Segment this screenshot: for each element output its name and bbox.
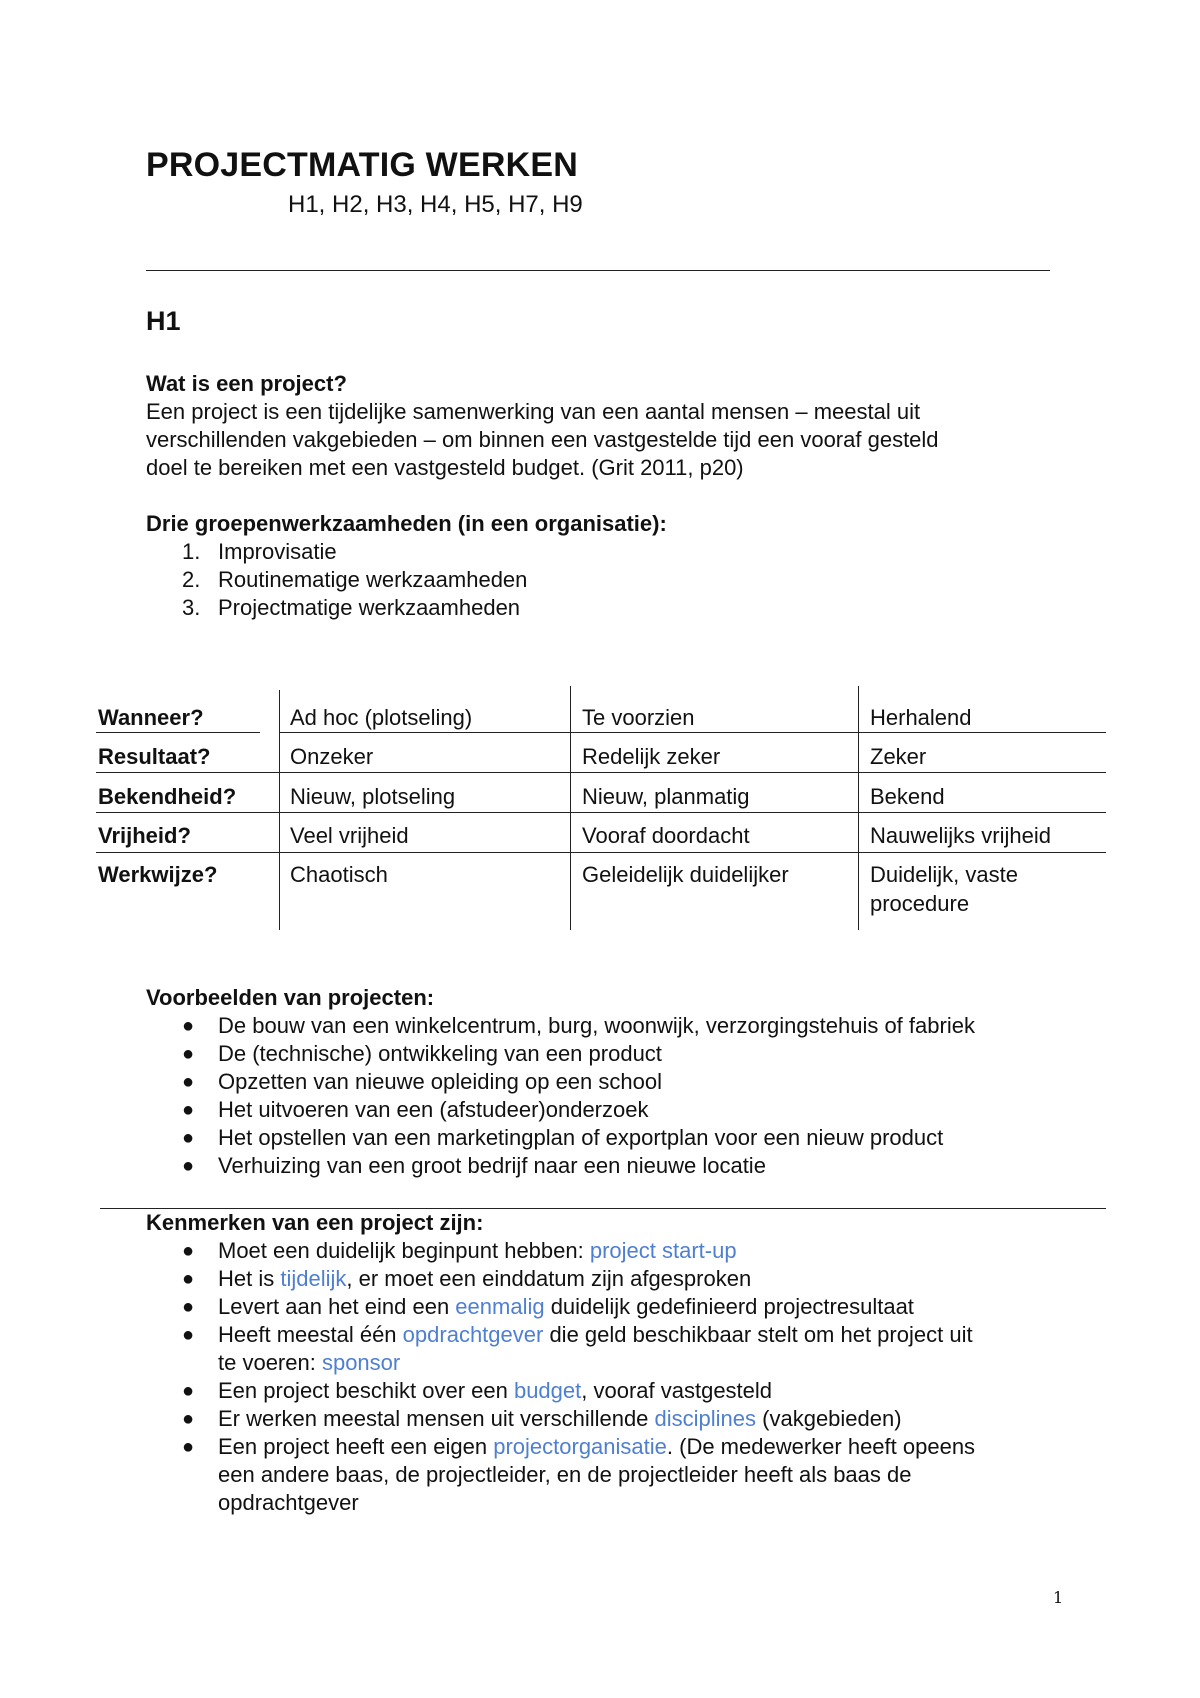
- list-number: 2.: [182, 567, 201, 592]
- list-item: [146, 538, 1076, 566]
- table-cell: Bekend: [870, 784, 945, 809]
- bullet-icon: ●: [182, 1436, 195, 1458]
- list-item: [146, 1124, 1076, 1152]
- groups-heading: Drie groepenwerkzaamheden (in een organisatie):: [146, 511, 667, 536]
- table-cell: Onzeker: [290, 744, 374, 769]
- bullet-icon: ●: [182, 1155, 195, 1177]
- list-item: [146, 1040, 1076, 1068]
- list-item-text: , er moet een einddatum zijn afgesproken: [346, 1266, 752, 1291]
- bullet-icon: ●: [182, 1043, 195, 1065]
- table-cell-line: Duidelijk, vaste: [870, 862, 1018, 887]
- list-item-text: duidelijk gedefinieerd projectresultaat: [544, 1294, 914, 1319]
- list-item-text: Het uitvoeren van een (afstudeer)onderzoek: [218, 1097, 649, 1122]
- list-item: [146, 1068, 1076, 1096]
- section-heading: H1: [146, 306, 181, 336]
- comparison-table: [96, 690, 1106, 930]
- list-item-text: (vakgebieden): [756, 1406, 902, 1431]
- page-number: 1: [1053, 1588, 1064, 1607]
- list-item-text: Er werken meestal mensen uit verschillende: [218, 1406, 655, 1431]
- table-cell: Zeker: [870, 744, 927, 769]
- table-row-label: Werkwijze?: [98, 862, 218, 887]
- list-item: [146, 1405, 1076, 1433]
- list-number: 3.: [182, 595, 201, 620]
- key-term: disciplines: [654, 1406, 757, 1431]
- bullet-icon: ●: [182, 1015, 195, 1037]
- table-cell-line: procedure: [870, 891, 970, 916]
- table-cell: Te voorzien: [582, 705, 695, 730]
- list-item-text: Improvisatie: [218, 539, 337, 564]
- key-term: budget: [513, 1378, 582, 1403]
- groups-block: [146, 510, 1076, 622]
- key-term: eenmalig: [455, 1294, 545, 1319]
- features-list: [146, 1237, 1076, 1517]
- bullet-icon: ●: [182, 1071, 195, 1093]
- list-item: [146, 566, 1076, 594]
- bullet-icon: ●: [182, 1408, 195, 1430]
- list-item-text: Verhuizing van een groot bedrijf naar een nieuwe locatie: [218, 1153, 766, 1178]
- list-item: [146, 1152, 1076, 1180]
- definition-line: Een project is een tijdelijke samenwerking van een aantal mensen – meestal uit: [146, 399, 921, 424]
- table-cell: Redelijk zeker: [582, 744, 721, 769]
- table-cell: [870, 860, 1018, 918]
- list-item: [146, 1293, 1076, 1321]
- list-item-text: een andere baas, de projectleider, en de projectleider heeft als baas de: [218, 1462, 912, 1487]
- table-row-label: Resultaat?: [98, 744, 211, 769]
- list-item: [146, 1321, 1076, 1377]
- table-cell: Veel vrijheid: [290, 823, 409, 848]
- list-item-text: De bouw van een winkelcentrum, burg, woonwijk, verzorgingstehuis of fabriek: [218, 1013, 975, 1038]
- list-item: [146, 1433, 1076, 1517]
- list-item-text: opdrachtgever: [218, 1490, 359, 1515]
- table-row-divider: [96, 732, 260, 733]
- table-row-label: Wanneer?: [98, 705, 204, 730]
- bullet-icon: ●: [182, 1324, 195, 1346]
- list-item-text: Routinematige werkzaamheden: [218, 567, 528, 592]
- examples-list: [146, 1012, 1076, 1180]
- list-item-text: . (De medewerker heeft opeens: [666, 1434, 976, 1459]
- examples-heading: Voorbeelden van projecten:: [146, 985, 435, 1010]
- table-column-divider: [570, 686, 571, 930]
- horizontal-divider: [146, 270, 1050, 271]
- table-cell: Vooraf doordacht: [582, 823, 750, 848]
- list-item: [146, 1096, 1076, 1124]
- bullet-icon: ●: [182, 1296, 195, 1318]
- table-row-label: Vrijheid?: [98, 823, 191, 848]
- list-item-text: die geld beschikbaar stelt om het project uit: [543, 1322, 973, 1347]
- list-item-text: Moet een duidelijk beginpunt hebben:: [218, 1238, 590, 1263]
- definition-line: doel te bereiken met een vastgesteld budget. (Grit 2011, p20): [146, 455, 744, 480]
- table-cell: Nieuw, plotseling: [290, 784, 456, 809]
- key-term: sponsor: [321, 1350, 401, 1375]
- key-term: project start-up: [589, 1238, 737, 1263]
- list-item-text: Een project heeft een eigen: [218, 1434, 494, 1459]
- table-row-label: Bekendheid?: [98, 784, 237, 809]
- table-column-divider: [858, 686, 859, 930]
- definition-heading: Wat is een project?: [146, 371, 347, 396]
- list-item-text: , vooraf vastgesteld: [581, 1378, 773, 1403]
- bullet-icon: ●: [182, 1380, 195, 1402]
- table-cell: Chaotisch: [290, 862, 388, 887]
- definition-block: [146, 370, 1076, 482]
- features-block: [146, 1209, 1076, 1517]
- table-cell: Herhalend: [870, 705, 972, 730]
- key-term: tijdelijk: [280, 1266, 347, 1291]
- list-item-text: te voeren:: [218, 1350, 322, 1375]
- list-item-text: Levert aan het eind een: [218, 1294, 456, 1319]
- bullet-icon: ●: [182, 1099, 195, 1121]
- bullet-icon: ●: [182, 1240, 195, 1262]
- definition-line: verschillenden vakgebieden – om binnen een vastgestelde tijd een vooraf gesteld: [146, 427, 939, 452]
- list-item-text: Een project beschikt over een: [218, 1378, 514, 1403]
- list-item: [146, 1012, 1076, 1040]
- table-row-divider: [279, 732, 1106, 733]
- list-item-text: Het opstellen van een marketingplan of exportplan voor een nieuw product: [218, 1125, 944, 1150]
- table-row-divider: [96, 852, 1106, 853]
- list-item: [146, 1265, 1076, 1293]
- examples-block: [146, 984, 1076, 1180]
- chapter-list: H1, H2, H3, H4, H5, H7, H9: [288, 191, 583, 218]
- table-column-divider: [279, 690, 280, 930]
- list-item-text: Heeft meestal één: [218, 1322, 403, 1347]
- bullet-icon: ●: [182, 1268, 195, 1290]
- table-row-divider: [96, 812, 1106, 813]
- document-title: PROJECTMATIG WERKEN: [146, 146, 578, 184]
- bullet-icon: ●: [182, 1127, 195, 1149]
- list-item-text: Opzetten van nieuwe opleiding op een school: [218, 1069, 662, 1094]
- key-term: opdrachtgever: [402, 1322, 544, 1347]
- list-item: [146, 1377, 1076, 1405]
- table-cell: Geleidelijk duidelijker: [582, 862, 789, 887]
- list-item-text: Projectmatige werkzaamheden: [218, 595, 521, 620]
- list-item-text: De (technische) ontwikkeling van een product: [218, 1041, 662, 1066]
- table-cell: Nauwelijks vrijheid: [870, 823, 1051, 848]
- groups-list: [146, 538, 1076, 622]
- features-heading: Kenmerken van een project zijn:: [146, 1210, 484, 1235]
- list-item-text: Het is: [218, 1266, 281, 1291]
- key-term: projectorganisatie: [493, 1434, 667, 1459]
- table-row-divider: [96, 772, 1106, 773]
- table-cell: Ad hoc (plotseling): [290, 705, 473, 730]
- list-number: 1.: [182, 539, 201, 564]
- list-item: [146, 1237, 1076, 1265]
- table-cell: Nieuw, planmatig: [582, 784, 750, 809]
- list-item: [146, 594, 1076, 622]
